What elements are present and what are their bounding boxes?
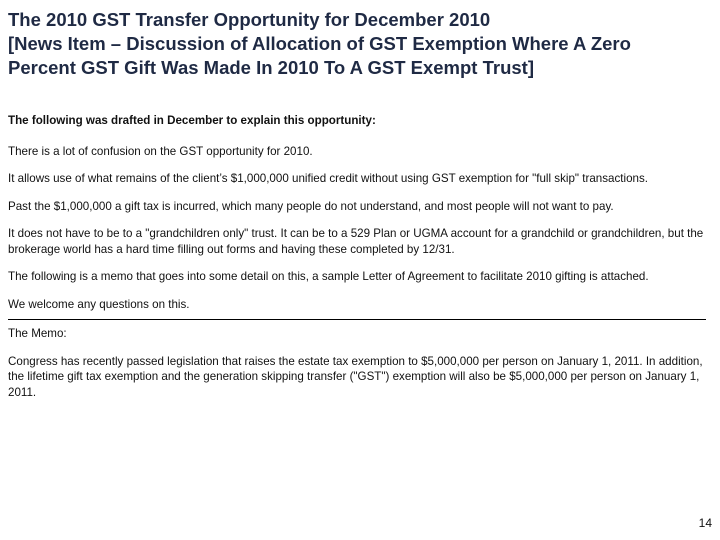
document-body [8,113,708,412]
paragraph-unified-credit: It allows use of what remains of the client’s $1,000,000 unified credit without using GST exemption for "full skip" transactions. [8,172,648,185]
memo-paragraph: Congress has recently passed legislation that raises the estate tax exemption to $5,000,000 per person on January 1, 2011. In addition, the lifetime gift tax exemption and the generation skipping transfer ("GST") exemption will also be $5,000,000 per person on January 1, 2011. [8,354,703,399]
paragraph-memo-intro: The following is a memo that goes into some detail on this, a sample Letter of Agreement to facilitate 2010 gifting is attached. [8,270,649,283]
paragraph-trust-options: It does not have to be to a "grandchildren only" trust. It can be to a 529 Plan or UGMA account for a grandchild or grandchildren, but the brokerage world has a hard time filling out forms and having these completed by 12/31. [8,227,704,256]
intro-text: The following was drafted in December to explain this opportunity: [8,114,376,127]
paragraph-confusion: There is a lot of confusion on the GST opportunity for 2010. [8,144,313,158]
title-line-2: [News Item – Discussion of Allocation of GST Exemption Where A Zero [8,33,631,54]
paragraph-questions: We welcome any questions on this. [8,297,190,311]
page-title [8,8,708,80]
memo-heading: The Memo: [8,327,67,340]
section-divider [8,319,706,320]
page-number: 14 [698,516,712,530]
title-line-1: The 2010 GST Transfer Opportunity for December 2010 [8,9,491,30]
paragraph-gift-tax: Past the $1,000,000 a gift tax is incurred, which many people do not understand, and most people will not want to pay. [8,199,614,213]
title-line-3: Percent GST Gift Was Made In 2010 To A GST Exempt Trust] [8,57,534,78]
